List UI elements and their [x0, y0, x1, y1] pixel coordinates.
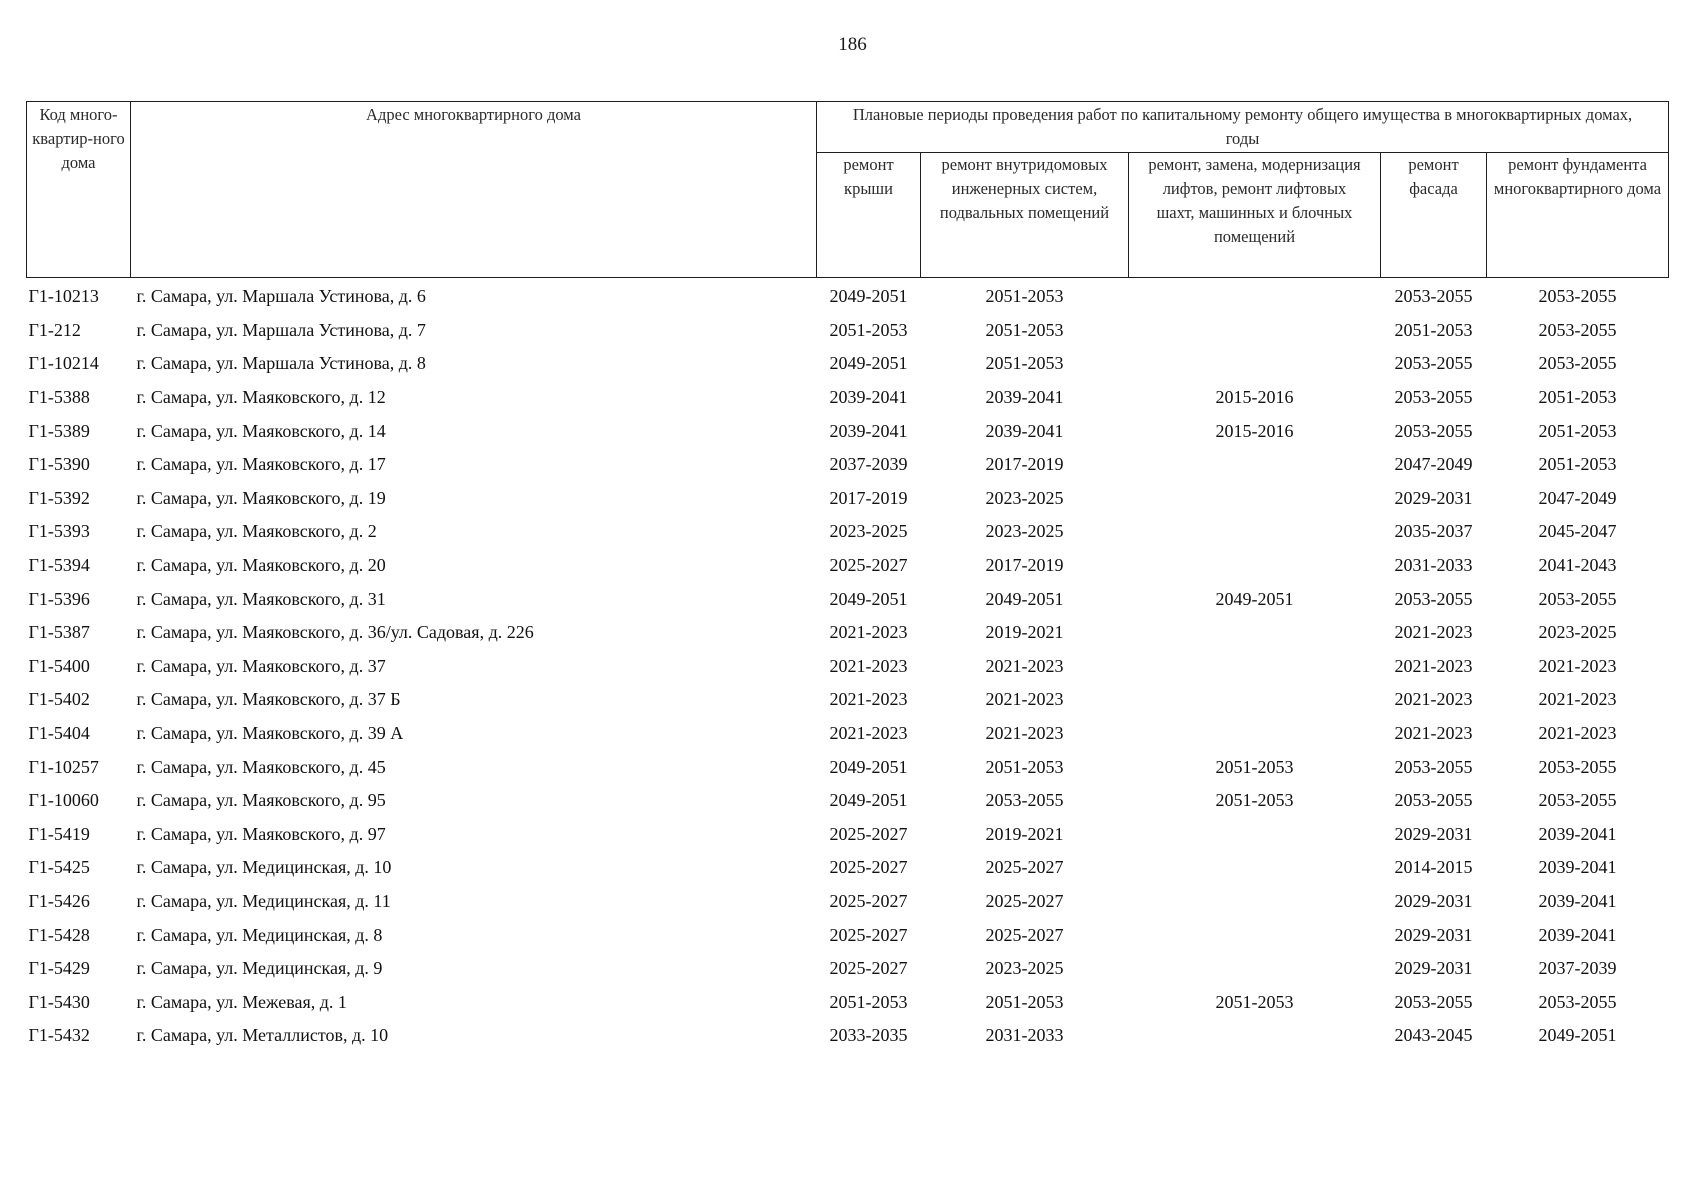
row-systems: 2025-2027: [985, 857, 1064, 878]
row-address: г. Самара, ул. Медицинская, д. 9: [136, 958, 383, 979]
row-systems: 2051-2053: [985, 286, 1064, 307]
row-lifts: [1129, 515, 1381, 549]
row-systems: 2025-2027: [985, 890, 1064, 911]
header-facade: ремонт фасада: [1381, 153, 1487, 278]
row-code: Г1-5432: [28, 1025, 90, 1046]
table-row: [27, 414, 1669, 448]
row-lifts: 2051-2053: [1215, 790, 1294, 811]
row-address: г. Самара, ул. Маяковского, д. 95: [136, 790, 386, 811]
table-row: [27, 314, 1669, 348]
row-systems: 2049-2051: [985, 588, 1064, 609]
row-address: г. Самара, ул. Медицинская, д. 10: [136, 857, 392, 878]
row-roof: 2021-2023: [829, 622, 908, 643]
table-row: [27, 650, 1669, 684]
row-code: Г1-5429: [28, 958, 90, 979]
row-lifts: [1129, 616, 1381, 650]
table-row: [27, 818, 1669, 852]
row-code: Г1-5419: [28, 823, 90, 844]
row-lifts: 2051-2053: [1215, 756, 1294, 777]
row-address: г. Самара, ул. Маяковского, д. 20: [136, 555, 386, 576]
row-roof: 2049-2051: [829, 756, 908, 777]
row-foundation: 2053-2055: [1538, 353, 1617, 374]
row-lifts: [1129, 482, 1381, 516]
row-systems: 2025-2027: [985, 924, 1064, 945]
header-systems: ремонт внутридомовых инженерных систем, подвальных помещений: [921, 153, 1129, 278]
row-systems: 2021-2023: [985, 689, 1064, 710]
row-code: Г1-5388: [28, 387, 90, 408]
table-row: [27, 448, 1669, 482]
table-row: [27, 683, 1669, 717]
table-row: [27, 347, 1669, 381]
row-code: Г1-10060: [28, 790, 99, 811]
row-address: г. Самара, ул. Маяковского, д. 39 А: [136, 723, 404, 744]
row-facade: 2031-2033: [1394, 555, 1473, 576]
table-body: [27, 278, 1669, 1053]
row-foundation: 2051-2053: [1538, 420, 1617, 441]
row-roof: 2021-2023: [829, 689, 908, 710]
row-facade: 2053-2055: [1394, 790, 1473, 811]
row-lifts: 2015-2016: [1215, 387, 1294, 408]
row-lifts: [1129, 347, 1381, 381]
row-facade: 2021-2023: [1394, 723, 1473, 744]
row-code: Г1-5396: [28, 588, 90, 609]
row-lifts: [1129, 851, 1381, 885]
page-number: 186: [838, 34, 867, 55]
table-row: [27, 885, 1669, 919]
row-code: Г1-5425: [28, 857, 90, 878]
row-lifts: [1129, 918, 1381, 952]
row-systems: 2023-2025: [985, 521, 1064, 542]
row-foundation: 2021-2023: [1538, 655, 1617, 676]
row-roof: 2021-2023: [829, 655, 908, 676]
header-address: Адрес многоквартирного дома: [131, 102, 817, 278]
capital-repair-schedule-table: [26, 101, 1669, 1053]
row-systems: 2023-2025: [985, 958, 1064, 979]
row-address: г. Самара, ул. Маяковского, д. 12: [136, 387, 386, 408]
row-facade: 2053-2055: [1394, 353, 1473, 374]
row-facade: 2051-2053: [1394, 319, 1473, 340]
row-facade: 2029-2031: [1394, 958, 1473, 979]
row-facade: 2043-2045: [1394, 1025, 1473, 1046]
row-roof: 2051-2053: [829, 319, 908, 340]
row-roof: 2025-2027: [829, 823, 908, 844]
row-lifts: [1129, 650, 1381, 684]
row-code: Г1-212: [28, 319, 81, 340]
row-address: г. Самара, ул. Медицинская, д. 11: [136, 890, 391, 911]
row-systems: 2051-2053: [985, 991, 1064, 1012]
row-systems: 2017-2019: [985, 555, 1064, 576]
row-systems: 2051-2053: [985, 353, 1064, 374]
row-foundation: 2021-2023: [1538, 723, 1617, 744]
row-code: Г1-5394: [28, 555, 90, 576]
table-row: [27, 515, 1669, 549]
row-code: Г1-5428: [28, 924, 90, 945]
row-address: г. Самара, ул. Медицинская, д. 8: [136, 924, 383, 945]
row-facade: 2029-2031: [1394, 487, 1473, 508]
row-code: Г1-5404: [28, 723, 90, 744]
table-row: [27, 1019, 1669, 1053]
header-lifts: ремонт, замена, модернизация лифтов, ремонт лифтовых шахт, машинных и блочных помещений: [1129, 153, 1381, 278]
row-code: Г1-5430: [28, 991, 90, 1012]
row-foundation: 2045-2047: [1538, 521, 1617, 542]
row-address: г. Самара, ул. Маршала Устинова, д. 8: [136, 353, 426, 374]
row-facade: 2053-2055: [1394, 420, 1473, 441]
row-roof: 2017-2019: [829, 487, 908, 508]
row-facade: 2029-2031: [1394, 890, 1473, 911]
table-row: [27, 918, 1669, 952]
row-facade: 2053-2055: [1394, 991, 1473, 1012]
row-code: Г1-5426: [28, 890, 90, 911]
table-row: [27, 851, 1669, 885]
row-address: г. Самара, ул. Маяковского, д. 97: [136, 823, 386, 844]
table-row: [27, 985, 1669, 1019]
row-lifts: [1129, 278, 1381, 314]
row-roof: 2021-2023: [829, 723, 908, 744]
row-foundation: 2039-2041: [1538, 857, 1617, 878]
row-lifts: [1129, 717, 1381, 751]
row-roof: 2049-2051: [829, 588, 908, 609]
row-facade: 2047-2049: [1394, 454, 1473, 475]
row-code: Г1-5390: [28, 454, 90, 475]
row-address: г. Самара, ул. Маяковского, д. 37: [136, 655, 386, 676]
row-facade: 2029-2031: [1394, 823, 1473, 844]
row-foundation: 2053-2055: [1538, 991, 1617, 1012]
row-roof: 2023-2025: [829, 521, 908, 542]
row-code: Г1-5392: [28, 487, 90, 508]
row-facade: 2029-2031: [1394, 924, 1473, 945]
row-systems: 2021-2023: [985, 723, 1064, 744]
table-row: [27, 381, 1669, 415]
row-foundation: 2041-2043: [1538, 555, 1617, 576]
row-address: г. Самара, ул. Маршала Устинова, д. 6: [136, 286, 426, 307]
row-facade: 2053-2055: [1394, 588, 1473, 609]
row-lifts: 2015-2016: [1215, 420, 1294, 441]
row-systems: 2039-2041: [985, 387, 1064, 408]
row-roof: 2039-2041: [829, 387, 908, 408]
row-roof: 2025-2027: [829, 924, 908, 945]
row-address: г. Самара, ул. Маяковского, д. 31: [136, 588, 386, 609]
row-foundation: 2051-2053: [1538, 454, 1617, 475]
row-facade: 2053-2055: [1394, 286, 1473, 307]
row-foundation: 2049-2051: [1538, 1025, 1617, 1046]
row-lifts: [1129, 1019, 1381, 1053]
row-foundation: 2053-2055: [1538, 790, 1617, 811]
row-address: г. Самара, ул. Маяковского, д. 2: [136, 521, 377, 542]
row-address: г. Самара, ул. Маяковского, д. 36/ул. Садовая, д. 226: [136, 622, 534, 643]
row-facade: 2035-2037: [1394, 521, 1473, 542]
row-facade: 2021-2023: [1394, 622, 1473, 643]
row-code: Г1-5387: [28, 622, 90, 643]
row-foundation: 2039-2041: [1538, 924, 1617, 945]
header-periods: Плановые периоды проведения работ по капитальному ремонту общего имущества в многоквартирных домах, годы: [817, 102, 1669, 153]
table-row: [27, 616, 1669, 650]
row-foundation: 2039-2041: [1538, 823, 1617, 844]
header-foundation: ремонт фундамента многоквартирного дома: [1487, 153, 1669, 278]
row-roof: 2049-2051: [829, 286, 908, 307]
row-code: Г1-10257: [28, 756, 99, 777]
row-address: г. Самара, ул. Маршала Устинова, д. 7: [136, 319, 426, 340]
row-lifts: 2051-2053: [1215, 991, 1294, 1012]
row-systems: 2053-2055: [985, 790, 1064, 811]
row-address: г. Самара, ул. Маяковского, д. 14: [136, 420, 386, 441]
table-row: [27, 784, 1669, 818]
row-code: Г1-5393: [28, 521, 90, 542]
row-code: Г1-10214: [28, 353, 99, 374]
row-roof: 2033-2035: [829, 1025, 908, 1046]
row-foundation: 2053-2055: [1538, 286, 1617, 307]
table-row: [27, 582, 1669, 616]
row-systems: 2039-2041: [985, 420, 1064, 441]
row-lifts: [1129, 314, 1381, 348]
row-address: г. Самара, ул. Маяковского, д. 37 Б: [136, 689, 401, 710]
row-lifts: [1129, 885, 1381, 919]
table-row: [27, 952, 1669, 986]
table-row: [27, 482, 1669, 516]
row-address: г. Самара, ул. Межевая, д. 1: [136, 991, 347, 1012]
row-lifts: 2049-2051: [1215, 588, 1294, 609]
table-row: [27, 717, 1669, 751]
row-foundation: 2053-2055: [1538, 319, 1617, 340]
row-foundation: 2051-2053: [1538, 387, 1617, 408]
row-systems: 2017-2019: [985, 454, 1064, 475]
row-code: Г1-5402: [28, 689, 90, 710]
row-systems: 2023-2025: [985, 487, 1064, 508]
row-lifts: [1129, 448, 1381, 482]
row-address: г. Самара, ул. Маяковского, д. 45: [136, 756, 386, 777]
row-roof: 2025-2027: [829, 890, 908, 911]
table-row: [27, 750, 1669, 784]
table-row: [27, 549, 1669, 583]
row-systems: 2019-2021: [985, 823, 1064, 844]
row-roof: 2037-2039: [829, 454, 908, 475]
table-row: [27, 278, 1669, 314]
row-facade: 2014-2015: [1394, 857, 1473, 878]
row-facade: 2053-2055: [1394, 756, 1473, 777]
row-foundation: 2037-2039: [1538, 958, 1617, 979]
row-lifts: [1129, 683, 1381, 717]
row-roof: 2051-2053: [829, 991, 908, 1012]
row-code: Г1-5389: [28, 420, 90, 441]
table-header: [27, 102, 1669, 278]
row-address: г. Самара, ул. Маяковского, д. 17: [136, 454, 386, 475]
row-systems: 2051-2053: [985, 319, 1064, 340]
row-roof: 2039-2041: [829, 420, 908, 441]
row-roof: 2025-2027: [829, 958, 908, 979]
row-address: г. Самара, ул. Металлистов, д. 10: [136, 1025, 389, 1046]
row-roof: 2025-2027: [829, 857, 908, 878]
row-facade: 2053-2055: [1394, 387, 1473, 408]
row-lifts: [1129, 952, 1381, 986]
row-roof: 2025-2027: [829, 555, 908, 576]
row-foundation: 2053-2055: [1538, 588, 1617, 609]
row-foundation: 2053-2055: [1538, 756, 1617, 777]
header-roof: ремонт крыши: [817, 153, 921, 278]
row-facade: 2021-2023: [1394, 655, 1473, 676]
row-code: Г1-5400: [28, 655, 90, 676]
row-systems: 2051-2053: [985, 756, 1064, 777]
row-roof: 2049-2051: [829, 353, 908, 374]
row-address: г. Самара, ул. Маяковского, д. 19: [136, 487, 386, 508]
row-roof: 2049-2051: [829, 790, 908, 811]
row-foundation: 2021-2023: [1538, 689, 1617, 710]
row-code: Г1-10213: [28, 286, 99, 307]
row-systems: 2031-2033: [985, 1025, 1064, 1046]
row-foundation: 2023-2025: [1538, 622, 1617, 643]
row-systems: 2021-2023: [985, 655, 1064, 676]
row-facade: 2021-2023: [1394, 689, 1473, 710]
row-lifts: [1129, 818, 1381, 852]
row-lifts: [1129, 549, 1381, 583]
row-foundation: 2047-2049: [1538, 487, 1617, 508]
header-code: Код много-квартир-ного дома: [27, 102, 131, 278]
row-foundation: 2039-2041: [1538, 890, 1617, 911]
row-systems: 2019-2021: [985, 622, 1064, 643]
